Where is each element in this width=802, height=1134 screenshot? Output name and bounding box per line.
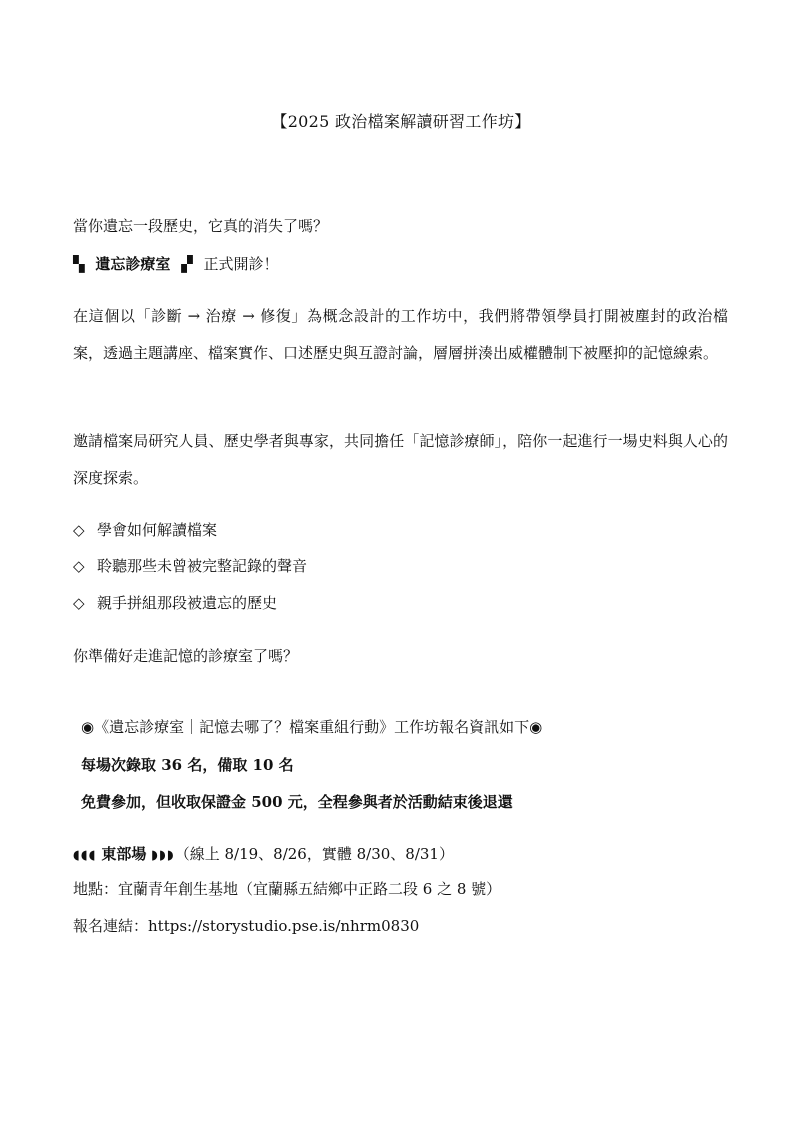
venue-line [73, 842, 728, 868]
list-item-label: 親手拼組那段被遺忘的歷史 [97, 594, 278, 612]
closing-question: 你準備好走進記憶的診療室了嗎？ [73, 647, 299, 665]
diamond-icon: ◇ [73, 594, 85, 612]
list-item-label: 學會如何解讀檔案 [97, 521, 218, 539]
registration-heading: ◉《遺忘診療室｜記憶去哪了？檔案重組行動》工作坊報名資訊如下◉ [81, 718, 543, 736]
quadrant-right-icon: ▞ [181, 255, 193, 273]
paragraph-1: 在這個以「診斷 → 治療 → 修復」為概念設計的工作坊中，我們將帶領學員打開被塵封的政治檔案，透過主題講座、檔案實作、口述歷史與互證討論，層層拼湊出威權體制下被壓抑的記憶線索。 [73, 307, 728, 362]
left-half-circle-icon: ◖◖◖ [73, 848, 97, 863]
clinic-open-suffix: 正式開診！ [203, 255, 279, 273]
list-item [73, 591, 277, 615]
paragraph-2: 邀請檔案局研究人員、歷史學者與專家，共同擔任「記憶診療師」，陪你一起進行一場史料與人心的深度探索。 [73, 432, 728, 487]
diamond-icon: ◇ [73, 521, 85, 539]
quota-line: 每場次錄取 36 名，備取 10 名 [81, 756, 294, 774]
document-title: 【2025 政治檔案解讀研習工作坊】 [271, 112, 531, 131]
list-item [73, 518, 217, 542]
signup-link[interactable]: 報名連結：https://storystudio.pse.is/nhrm0830 [73, 917, 420, 935]
fee-line: 免費參加，但收取保證金 500 元，全程參與者於活動結束後退還 [81, 793, 513, 811]
diamond-icon: ◇ [73, 557, 85, 575]
clinic-name: 遺忘診療室 [95, 255, 171, 273]
list-item-label: 聆聽那些未曾被完整記錄的聲音 [97, 557, 308, 575]
intro-question: 當你遺忘一段歷史，它真的消失了嗎？ [73, 217, 329, 235]
list-item [73, 554, 307, 578]
right-half-circle-icon: ◗◗◗ [151, 848, 175, 863]
quadrant-left-icon: ▚ [73, 255, 85, 273]
venue-dates: （線上 8/19、8/26，實體 8/30、8/31） [174, 845, 454, 863]
venue-name: 東部場 [101, 845, 147, 863]
location-line: 地點：宜蘭青年創生基地（宜蘭縣五結鄉中正路二段 6 之 8 號） [73, 880, 502, 898]
clinic-open-line [73, 252, 728, 276]
